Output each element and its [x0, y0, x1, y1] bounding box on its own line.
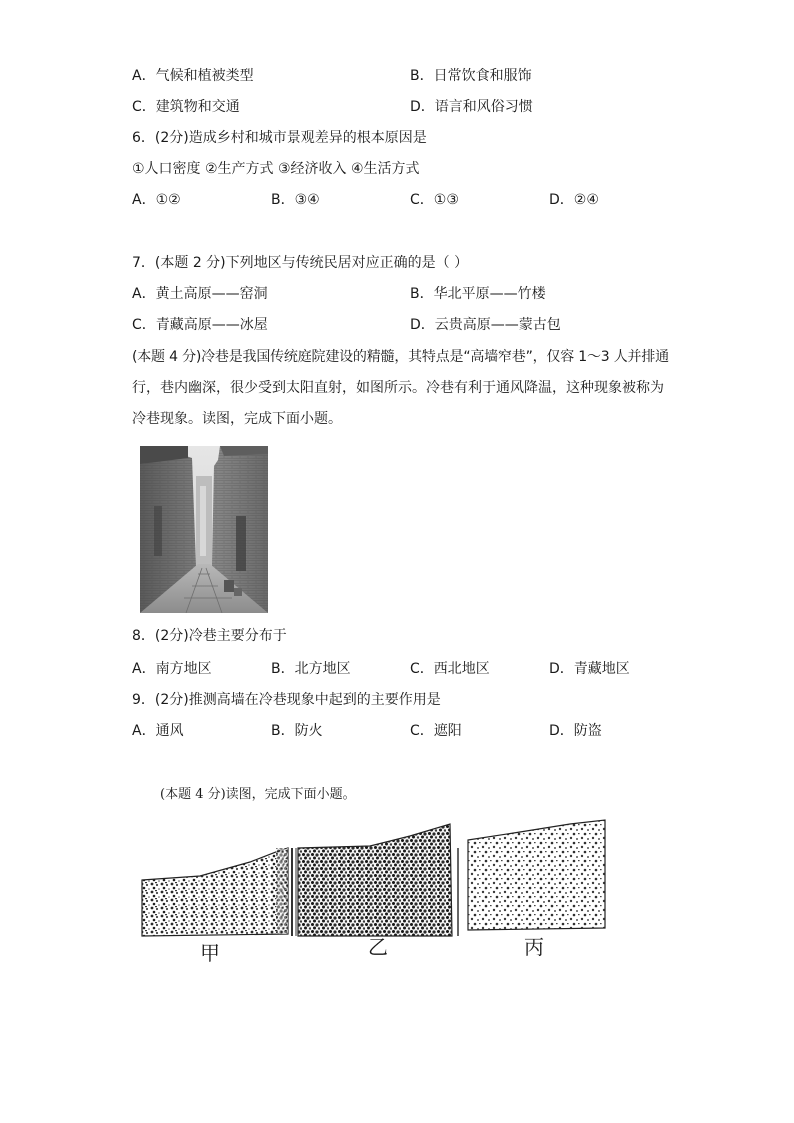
figure-label-yi: 乙: [368, 935, 388, 959]
q6-option-c: C．①③: [410, 192, 459, 208]
q6-option-b: B．③④: [271, 192, 320, 208]
cold-alley-photo: [140, 446, 268, 613]
section2-intro: (本题 4 分)读图，完成下面小题。: [160, 787, 356, 802]
q8-option-b: B．北方地区: [271, 661, 351, 677]
q7-option-a: A．黄土高原——窑洞: [132, 286, 268, 302]
q5-option-d: D．语言和风俗习惯: [410, 99, 533, 115]
q6-option-a: A．①②: [132, 192, 181, 208]
figure-label-bing: 丙: [524, 935, 544, 959]
q8-stem: 8．(2分)冷巷主要分布于: [132, 628, 287, 644]
q6-option-d: D．②④: [549, 192, 599, 208]
q5-option-c: C．建筑物和交通: [132, 99, 240, 115]
q7-option-b: B．华北平原——竹楼: [410, 286, 546, 302]
passage-line-3: 冷巷现象。读图，完成下面小题。: [132, 411, 342, 427]
q8-option-c: C．西北地区: [410, 661, 490, 677]
q9-option-c: C．遮阳: [410, 723, 462, 739]
q5-option-b: B．日常饮食和服饰: [410, 68, 532, 84]
q7-option-d: D．云贵高原——蒙古包: [410, 317, 561, 333]
q7-option-c: C．青藏高原——冰屋: [132, 317, 268, 333]
q7-stem: 7．(本题 2 分)下列地区与传统民居对应正确的是（ ）: [132, 255, 469, 271]
figure-label-jia: 甲: [200, 941, 220, 965]
q8-option-d: D．青藏地区: [549, 661, 630, 677]
q9-option-a: A．通风: [132, 723, 184, 739]
q9-option-b: B．防火: [271, 723, 323, 739]
q8-option-a: A．南方地区: [132, 661, 212, 677]
q6-stem: 6．(2分)造成乡村和城市景观差异的根本原因是: [132, 130, 427, 146]
q9-stem: 9．(2分)推测高墙在冷巷现象中起到的主要作用是: [132, 692, 441, 708]
passage-line-1: (本题 4 分)冷巷是我国传统庭院建设的精髓，其特点是“高墙窄巷”，仅容 1～3 人并排通: [132, 349, 669, 365]
q9-option-d: D．防盗: [549, 723, 602, 739]
q6-items: ①人口密度 ②生产方式 ③经济收入 ④生活方式: [132, 161, 420, 177]
passage-line-2: 行，巷内幽深，很少受到太阳直射，如图所示。冷巷有利于通风降温，这种现象被称为: [132, 380, 664, 396]
q5-option-a: A．气候和植被类型: [132, 68, 254, 84]
settlement-figure: [140, 818, 610, 968]
